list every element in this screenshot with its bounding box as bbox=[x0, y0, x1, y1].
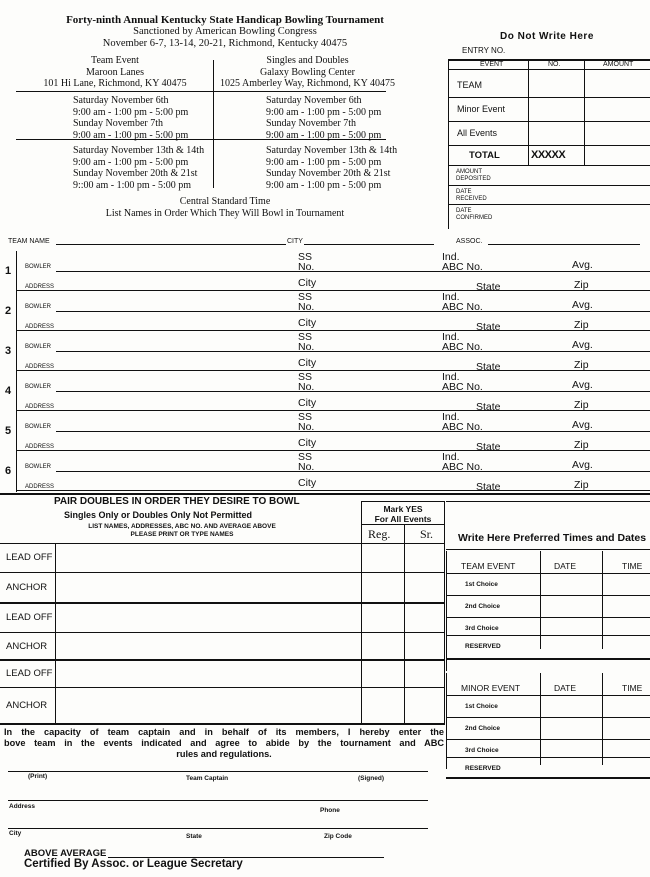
address-field[interactable] bbox=[17, 490, 650, 491]
label-line: CONFIRMED bbox=[456, 214, 493, 221]
office-row-team: TEAM bbox=[457, 80, 483, 90]
doubles-position-label: ANCHOR bbox=[6, 582, 48, 593]
zip-label: Zip bbox=[574, 439, 589, 451]
label-line: AMOUNT bbox=[456, 169, 482, 175]
schedule-singles-week2 bbox=[266, 145, 397, 191]
pref-minor-event-label: MINOR EVENT bbox=[461, 683, 521, 693]
ss-no-label: No. bbox=[298, 381, 315, 393]
office-col-amount: AMOUNT bbox=[603, 61, 634, 68]
schedule-line: 9:00 am - 1:00 pm - 5:00 pm bbox=[73, 106, 189, 118]
team-name-label: TEAM NAME bbox=[8, 238, 50, 245]
singles-doubles-address: 1025 Amberley Way, Richmond, KY 40475 bbox=[220, 78, 395, 89]
bowler-name-field[interactable] bbox=[56, 271, 650, 272]
pref-time-header: TIME bbox=[622, 683, 643, 693]
pref-choice-label: 1st Choice bbox=[465, 581, 498, 588]
pref-choice-label: 3rd Choice bbox=[465, 747, 499, 754]
ss-no-label: No. bbox=[298, 421, 315, 433]
zip-label: Zip bbox=[574, 279, 589, 291]
team-name-field[interactable] bbox=[56, 244, 286, 245]
ss-label: SS bbox=[298, 411, 313, 423]
ind-label: Ind. bbox=[442, 411, 460, 423]
schedule-line: 9:00 am - 1:00 pm - 5:00 pm bbox=[266, 129, 382, 141]
schedule-line: 9:00 am - 1:00 pm - 5:00 pm bbox=[266, 179, 382, 191]
pref-date-header: DATE bbox=[554, 561, 577, 571]
avg-label: Avg. bbox=[572, 459, 593, 471]
doubles-position-label: LEAD OFF bbox=[6, 612, 53, 623]
abc-no-label: ABC No. bbox=[442, 301, 483, 313]
state-label: State bbox=[476, 401, 501, 413]
address-label: ADDRESS bbox=[25, 404, 55, 410]
sr-column-header: Sr. bbox=[420, 527, 434, 541]
singles-doubles-label: Singles and Doubles bbox=[266, 55, 349, 66]
zip-label: Zip bbox=[574, 479, 589, 491]
tournament-title: Forty-ninth Annual Kentucky State Handicap Bowling Tournament bbox=[66, 14, 384, 26]
bowler-row bbox=[0, 371, 650, 411]
reg-column-header: Reg. bbox=[368, 527, 391, 541]
schedule-line: Sunday November 20th & 21st bbox=[73, 168, 198, 179]
ss-no-label: No. bbox=[298, 261, 315, 273]
office-use-title: Do Not Write Here bbox=[500, 31, 594, 42]
city-label: City bbox=[298, 357, 317, 369]
doubles-row[interactable] bbox=[0, 660, 445, 688]
bowler-name-field[interactable] bbox=[56, 471, 650, 472]
pref-date-cell[interactable] bbox=[541, 618, 601, 636]
tournament-header bbox=[0, 14, 450, 50]
preferred-head-rule bbox=[446, 549, 650, 550]
pref-left-rule bbox=[446, 551, 447, 671]
doubles-row[interactable] bbox=[0, 573, 445, 603]
pref-choice-label: 3rd Choice bbox=[465, 625, 499, 632]
abc-no-label: ABC No. bbox=[442, 461, 483, 473]
office-col-rule-1 bbox=[528, 59, 529, 166]
certified-by-label: Certified By Assoc. or League Secretary bbox=[24, 858, 243, 870]
label-line: DATE bbox=[456, 189, 472, 195]
abc-no-label: ABC No. bbox=[442, 261, 483, 273]
avg-label: Avg. bbox=[572, 419, 593, 431]
pref-time-cell[interactable] bbox=[603, 718, 649, 736]
sanction-line: Sanctioned by American Bowling Congress bbox=[133, 26, 317, 37]
ss-no-label: No. bbox=[298, 341, 315, 353]
bowler-number: 5 bbox=[5, 425, 12, 437]
pref-date-cell[interactable] bbox=[541, 696, 601, 714]
doubles-position-label: LEAD OFF bbox=[6, 668, 53, 679]
bowler-label: BOWLER bbox=[25, 264, 52, 270]
pref-bottom-rule bbox=[446, 777, 650, 779]
bowler-label: BOWLER bbox=[25, 464, 52, 470]
bowler-label: BOWLER bbox=[25, 344, 52, 350]
address-field[interactable] bbox=[8, 800, 428, 801]
bowler-number: 4 bbox=[5, 385, 12, 397]
entry-no-label: ENTRY NO. bbox=[462, 46, 506, 55]
captain-signature-field[interactable] bbox=[8, 771, 428, 772]
signed-label: (Signed) bbox=[358, 775, 384, 782]
print-label: (Print) bbox=[28, 773, 48, 780]
state-sig-label: State bbox=[186, 833, 202, 840]
ss-label: SS bbox=[298, 331, 313, 343]
zip-label: Zip bbox=[574, 359, 589, 371]
doubles-title: PAIR DOUBLES IN ORDER THEY DESIRE TO BOWL bbox=[54, 496, 300, 507]
schedule-singles-week1 bbox=[266, 95, 381, 141]
ss-label: SS bbox=[298, 371, 313, 383]
bowler-name-field[interactable] bbox=[56, 391, 650, 392]
ind-label: Ind. bbox=[442, 331, 460, 343]
pref-team-event-label: TEAM EVENT bbox=[461, 561, 516, 571]
doubles-row[interactable] bbox=[0, 633, 445, 660]
pref-date-cell[interactable] bbox=[541, 596, 601, 614]
team-event-address: 101 Hi Lane, Richmond, KY 40475 bbox=[43, 78, 187, 89]
doubles-row[interactable] bbox=[0, 543, 445, 573]
dates-line: November 6-7, 13-14, 20-21, Richmond, Kentucky 40475 bbox=[102, 38, 348, 49]
address-label: Address bbox=[9, 803, 36, 810]
agreement-line-1: In the capacity of team captain and in behalf of its members, I hereby enter the bbox=[4, 727, 444, 737]
office-row-rule-3 bbox=[448, 145, 650, 146]
date-confirmed-label bbox=[456, 208, 492, 221]
address-label: ADDRESS bbox=[25, 284, 55, 290]
bowler-row bbox=[0, 411, 650, 451]
preferred-title: Write Here Preferred Times and Dates bbox=[458, 532, 647, 544]
city-label: City bbox=[298, 477, 317, 489]
schedule-team-week1 bbox=[73, 95, 188, 141]
pref-date-cell[interactable] bbox=[541, 574, 601, 592]
office-row-all-events: All Events bbox=[457, 128, 498, 138]
bowler-name-field[interactable] bbox=[56, 311, 650, 312]
city-label: City bbox=[298, 317, 317, 329]
avg-label: Avg. bbox=[572, 379, 593, 391]
pref-choice-label: 1st Choice bbox=[465, 703, 498, 710]
office-row-total: TOTAL bbox=[469, 150, 500, 161]
address-label: ADDRESS bbox=[25, 484, 55, 490]
schedule-line: Saturday November 6th bbox=[266, 95, 362, 106]
address-label: ADDRESS bbox=[25, 444, 55, 450]
pref-date-cell[interactable] bbox=[541, 636, 601, 654]
doubles-subtitle: Singles Only or Doubles Only Not Permitted bbox=[64, 510, 253, 520]
ss-no-label: No. bbox=[298, 461, 315, 473]
agreement-line-3: rules and regulations. bbox=[176, 749, 272, 759]
doubles-notes bbox=[62, 523, 302, 538]
label-line: DEPOSITED bbox=[456, 175, 491, 182]
label-line: RECEIVED bbox=[456, 195, 487, 202]
total-crossed-mark: XXXXX bbox=[531, 149, 566, 161]
office-row-rule-5 bbox=[448, 185, 650, 186]
ss-no-label: No. bbox=[298, 301, 315, 313]
bowler-label: BOWLER bbox=[25, 384, 52, 390]
pref-choice-label: RESERVED bbox=[465, 765, 501, 772]
zip-label: Zip bbox=[574, 399, 589, 411]
doubles-position-label: ANCHOR bbox=[6, 699, 48, 711]
bowler-number: 1 bbox=[5, 265, 12, 277]
team-captain-label: Team Captain bbox=[186, 775, 229, 782]
pref-date-header: DATE bbox=[554, 683, 577, 693]
city-state-zip-field[interactable] bbox=[8, 828, 428, 829]
abc-no-label: ABC No. bbox=[442, 341, 483, 353]
pref-time-cell[interactable] bbox=[603, 696, 649, 714]
pref-time-header: TIME bbox=[622, 561, 643, 571]
abc-no-label: ABC No. bbox=[442, 421, 483, 433]
pref-time-cell[interactable] bbox=[603, 574, 649, 592]
city-label: City bbox=[298, 277, 317, 289]
bowler-number: 3 bbox=[5, 345, 12, 357]
ind-label: Ind. bbox=[442, 251, 460, 263]
pref-date-cell[interactable] bbox=[541, 718, 601, 736]
ind-label: Ind. bbox=[442, 371, 460, 383]
pref-choice-label: 2nd Choice bbox=[465, 603, 501, 610]
schedule-line: Saturday November 13th & 14th bbox=[266, 145, 398, 156]
office-row-minor: Minor Event bbox=[457, 104, 506, 114]
office-row-rule-1 bbox=[448, 97, 650, 98]
ind-label: Ind. bbox=[442, 451, 460, 463]
schedule-team-week2 bbox=[73, 145, 204, 191]
pref-date-cell[interactable] bbox=[541, 740, 601, 758]
state-label: State bbox=[476, 361, 501, 373]
avg-label: Avg. bbox=[572, 299, 593, 311]
doubles-position-label: ANCHOR bbox=[6, 640, 48, 652]
bowler-list bbox=[0, 251, 650, 492]
schedule-line: Sunday November 20th & 21st bbox=[266, 168, 391, 179]
agreement-text bbox=[4, 727, 444, 760]
office-col-event: EVENT bbox=[480, 61, 504, 68]
city-sig-label: City bbox=[9, 830, 22, 837]
state-label: State bbox=[476, 441, 501, 453]
mark-yes-line-1: Mark YES bbox=[383, 504, 423, 514]
office-head-rule bbox=[448, 69, 650, 70]
agreement-line-2: bove team in the events indicated and agree to abide by the tournament and ABC bbox=[4, 738, 444, 748]
state-label: State bbox=[476, 481, 501, 493]
bowler-label: BOWLER bbox=[25, 304, 52, 310]
doubles-row[interactable] bbox=[0, 603, 445, 633]
pref-left-rule bbox=[446, 673, 447, 769]
pref-choice-label: RESERVED bbox=[465, 643, 501, 650]
team-event-venue bbox=[20, 55, 210, 90]
label-line: DATE bbox=[456, 208, 472, 214]
schedule-line: 9:00 am - 1:00 pm - 5:00 pm bbox=[266, 106, 382, 118]
state-label: State bbox=[476, 321, 501, 333]
pref-time-cell[interactable] bbox=[603, 758, 649, 776]
preferred-top-rule bbox=[446, 501, 650, 502]
ss-label: SS bbox=[298, 451, 313, 463]
avg-label: Avg. bbox=[572, 339, 593, 351]
ss-label: SS bbox=[298, 251, 313, 263]
pref-time-cell[interactable] bbox=[603, 596, 649, 614]
singles-doubles-venue bbox=[220, 55, 395, 90]
city-label: CITY bbox=[287, 238, 303, 245]
city-label: City bbox=[298, 397, 317, 409]
schedule-line: 9:00 am - 1:00 pm - 5:00 pm bbox=[266, 156, 382, 168]
abc-no-label: ABC No. bbox=[442, 381, 483, 393]
schedule-line: Saturday November 13th & 14th bbox=[73, 145, 205, 156]
office-row-rule-2 bbox=[448, 121, 650, 122]
bowler-name-field[interactable] bbox=[56, 351, 650, 352]
mark-yes-line-2: For All Events bbox=[374, 514, 432, 524]
ind-label: Ind. bbox=[442, 291, 460, 303]
pref-bottom-rule bbox=[446, 658, 650, 660]
pref-time-cell[interactable] bbox=[603, 740, 649, 758]
schedule-line: Sunday November 7th bbox=[266, 118, 356, 129]
pref-time-cell[interactable] bbox=[603, 636, 649, 654]
bowler-row bbox=[0, 291, 650, 331]
bowler-row bbox=[0, 451, 650, 491]
bowler-name-field[interactable] bbox=[56, 431, 650, 432]
preferred-team-block bbox=[446, 551, 650, 661]
doubles-top-rule bbox=[0, 493, 650, 495]
office-col-no: NO. bbox=[548, 61, 561, 68]
singles-doubles-venue-name: Galaxy Bowling Center bbox=[260, 66, 355, 78]
team-event-venue-name: Maroon Lanes bbox=[85, 66, 145, 78]
assoc-label: ASSOC. bbox=[456, 238, 483, 245]
header-divider-vertical bbox=[213, 60, 214, 188]
above-average-label: ABOVE AVERAGE bbox=[24, 848, 107, 859]
schedule-line: 9:00 am - 1:00 pm - 5:00 pm bbox=[73, 129, 189, 141]
phone-label: Phone bbox=[320, 807, 340, 814]
amount-deposited-label bbox=[456, 169, 491, 182]
schedule-line: 9:00 am - 1:00 pm - 5:00 pm bbox=[73, 156, 189, 168]
doubles-position-label: LEAD OFF bbox=[6, 552, 53, 563]
timezone-note: Central Standard Time bbox=[179, 196, 271, 207]
zip-code-sig-label: Zip Code bbox=[324, 833, 352, 840]
mark-yes-header bbox=[361, 504, 445, 524]
preferred-minor-block bbox=[446, 673, 650, 783]
mark-yes-top-rule bbox=[361, 501, 445, 502]
avg-label: Avg. bbox=[572, 259, 593, 271]
team-event-label: Team Event bbox=[91, 55, 139, 66]
doubles-note-1: LIST NAMES, ADDRESSES, ABC NO. AND AVERAGE ABOVE bbox=[88, 523, 276, 530]
bowler-number: 6 bbox=[5, 465, 12, 477]
assoc-field[interactable] bbox=[488, 244, 640, 245]
schedule-line: Sunday November 7th bbox=[73, 118, 163, 129]
header-divider-1 bbox=[16, 91, 386, 92]
address-label: ADDRESS bbox=[25, 364, 55, 370]
city-field[interactable] bbox=[304, 244, 434, 245]
doubles-bottom-rule bbox=[0, 723, 445, 725]
city-label: City bbox=[298, 437, 317, 449]
schedule-line: Saturday November 6th bbox=[73, 95, 169, 106]
doubles-row[interactable] bbox=[0, 688, 445, 723]
pref-choice-label: 2nd Choice bbox=[465, 725, 501, 732]
pref-date-cell[interactable] bbox=[541, 758, 601, 776]
state-label: State bbox=[476, 281, 501, 293]
order-instruction: List Names in Order Which They Will Bowl in Tournament bbox=[105, 208, 345, 219]
address-label: ADDRESS bbox=[25, 324, 55, 330]
doubles-note-2: PLEASE PRINT OR TYPE NAMES bbox=[130, 530, 234, 538]
zip-label: Zip bbox=[574, 319, 589, 331]
pref-time-cell[interactable] bbox=[603, 618, 649, 636]
mark-yes-bottom-rule bbox=[361, 524, 445, 525]
bowler-row bbox=[0, 331, 650, 371]
bowler-row bbox=[0, 251, 650, 291]
tournament-notes bbox=[0, 196, 450, 220]
office-row-rule-6 bbox=[448, 204, 650, 205]
bowler-label: BOWLER bbox=[25, 424, 52, 430]
date-received-label bbox=[456, 189, 487, 202]
ss-label: SS bbox=[298, 291, 313, 303]
office-col-rule-2 bbox=[584, 59, 585, 166]
office-row-rule-4 bbox=[448, 165, 650, 166]
schedule-line: 9::00 am - 1:00 pm - 5:00 pm bbox=[73, 179, 192, 191]
bowler-number: 2 bbox=[5, 305, 12, 317]
